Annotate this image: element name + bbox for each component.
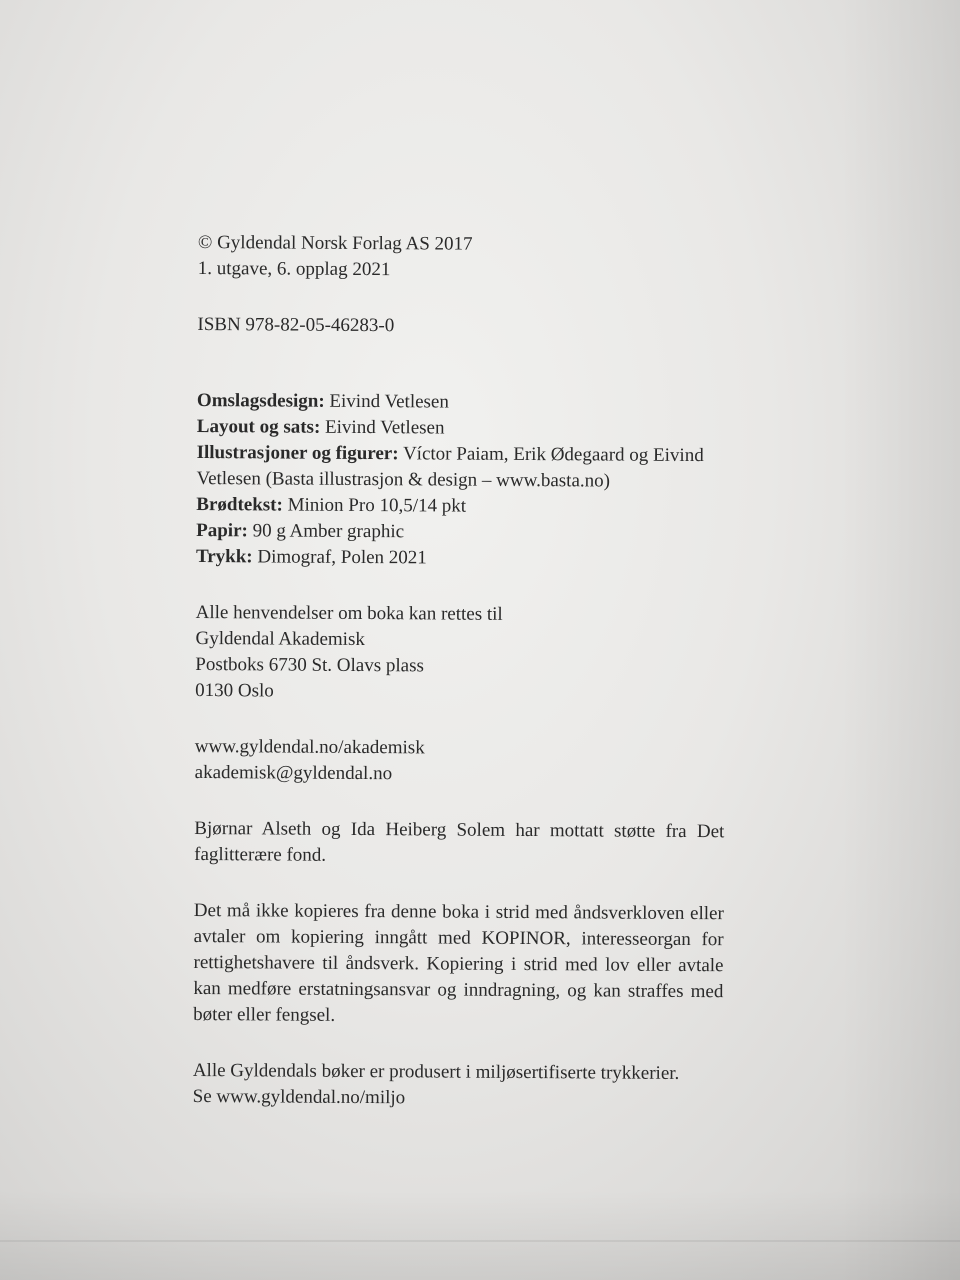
web-block	[195, 734, 725, 789]
isbn: ISBN 978-82-05-46283-0	[197, 313, 395, 337]
credits-block	[196, 388, 727, 573]
credit-cover	[197, 388, 727, 417]
address-name: Gyldendal Akademisk	[195, 627, 365, 651]
credit-print	[196, 544, 726, 573]
website-url: www.gyldendal.no/akademisk	[194, 735, 425, 759]
address-block	[195, 600, 726, 707]
credit-illustrations	[197, 440, 727, 469]
credit-print-label: Trykk:	[195, 545, 253, 568]
isbn-block	[197, 312, 727, 341]
address-intro: Alle henvendelser om boka kan rettes til	[195, 601, 503, 625]
legal-block	[193, 898, 724, 1031]
support-block	[194, 816, 724, 871]
legal-text: Det må ikke kopieres fra denne boka i strid med åndsverkloven eller avtaler om kopiering inngått med KOPINOR, interesseorgan for rettighetshavere til åndsverk. Kopiering i strid med lov eller avtale kan medføre erstatningsansvar og inndragning, og kan straffes med bøter eller fengsel.	[193, 899, 724, 1026]
page-edge	[0, 1240, 960, 1242]
page-shadow	[840, 0, 960, 1280]
credit-bodytext	[196, 492, 726, 521]
credit-paper-value: 90 g Amber graphic	[247, 520, 405, 543]
colophon	[193, 230, 728, 1113]
credit-illustrations-value: Víctor Paiam, Erik Ødegaard og Eivind	[398, 443, 704, 467]
email-address: akademisk@gyldendal.no	[194, 761, 393, 785]
copyright-line: © Gyldendal Norsk Forlag AS 2017	[197, 231, 473, 255]
credit-print-value: Dimograf, Polen 2021	[252, 546, 427, 569]
credit-bodytext-label: Brødtekst:	[196, 493, 283, 516]
credit-layout	[197, 414, 727, 443]
address-street: Postboks 6730 St. Olavs plass	[195, 653, 424, 677]
copyright-block	[198, 230, 728, 285]
credit-paper-label: Papir:	[196, 519, 248, 542]
environment-block	[193, 1058, 723, 1113]
credit-bodytext-value: Minion Pro 10,5/14 pkt	[282, 494, 467, 517]
edition-line: 1. utgave, 6. opplag 2021	[197, 257, 391, 281]
credit-layout-label: Layout og sats:	[196, 415, 321, 438]
address-city: 0130 Oslo	[195, 679, 274, 702]
credit-illustrations-label: Illustrasjoner og figurer:	[196, 441, 399, 465]
support-text: Bjørnar Alseth og Ida Heiberg Solem har mottatt støtte fra Det faglitterære fond.	[194, 817, 725, 866]
environment-line2: Se www.gyldendal.no/miljo	[192, 1085, 406, 1109]
credit-paper	[196, 518, 726, 547]
credit-cover-value: Eivind Vetlesen	[324, 390, 449, 413]
credit-layout-value: Eivind Vetlesen	[320, 416, 445, 439]
credit-cover-label: Omslagsdesign:	[196, 389, 325, 412]
credit-illustrations-cont: Vetlesen (Basta illustrasjon & design – www.basta.no)	[196, 467, 611, 492]
page-shadow-bottom	[0, 1190, 960, 1280]
environment-line1: Alle Gyldendals bøker er produsert i miljøsertifiserte trykkerier.	[192, 1059, 680, 1084]
